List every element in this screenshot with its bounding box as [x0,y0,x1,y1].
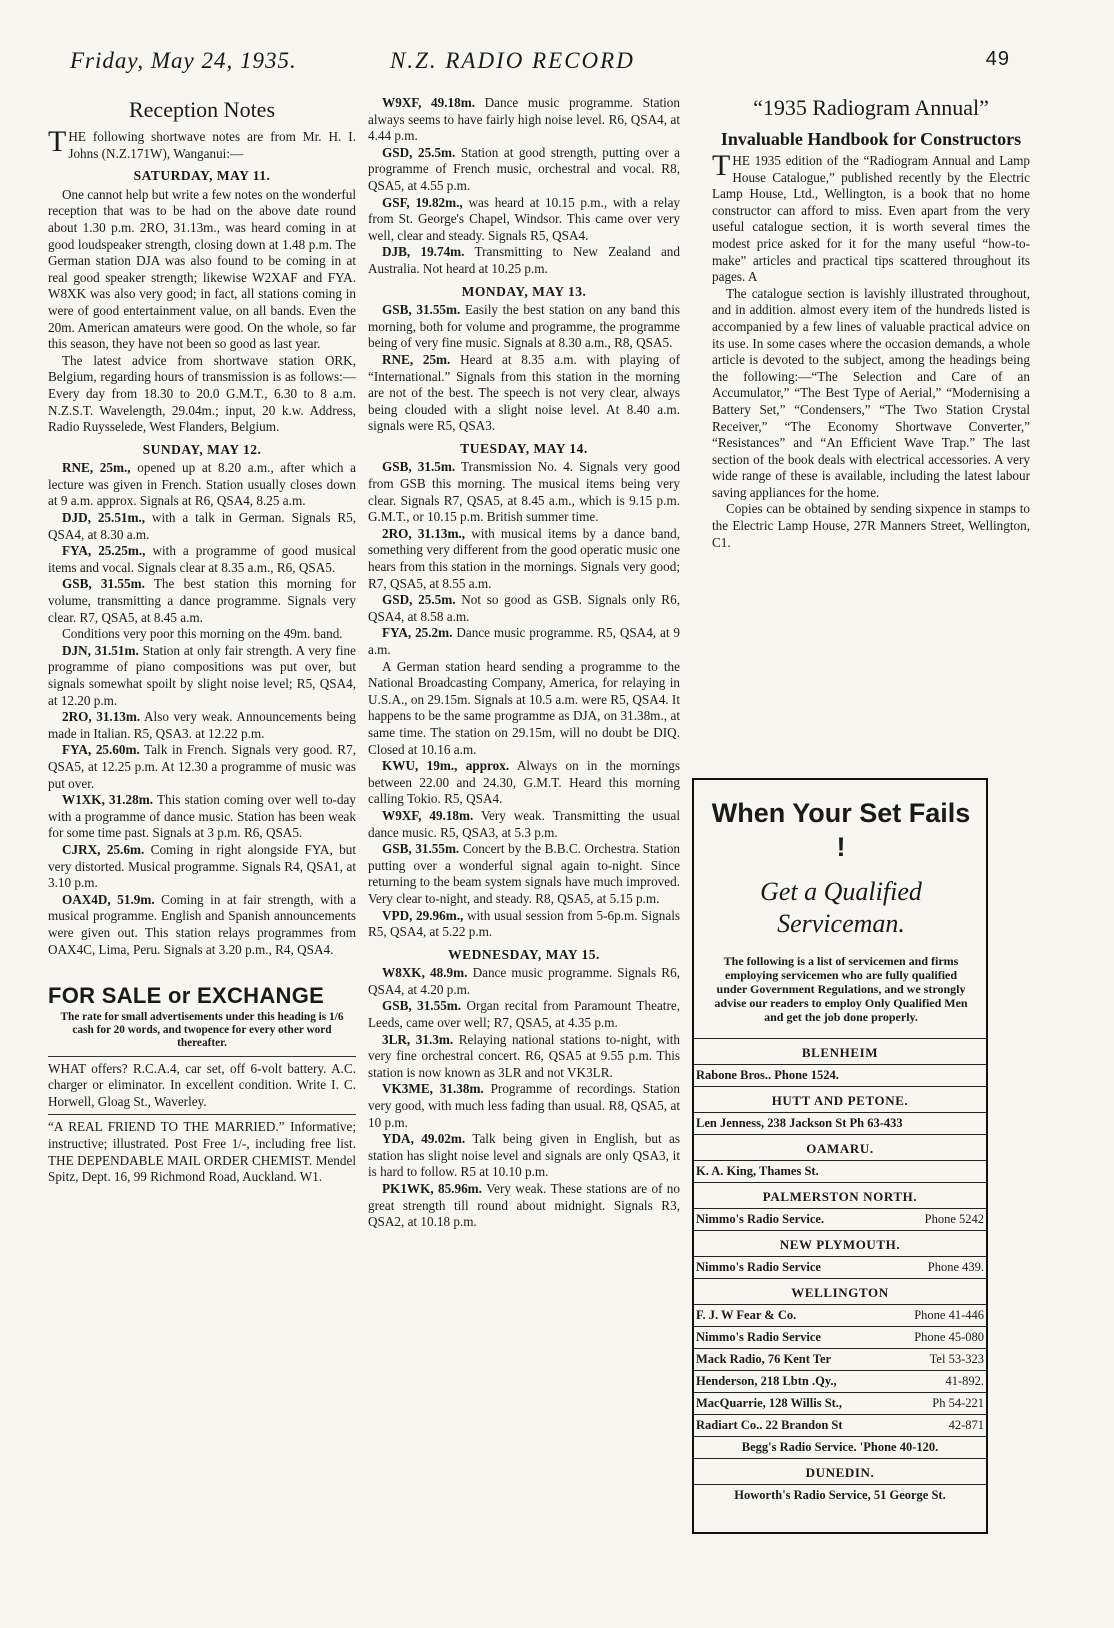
entry-text: Heard at 8.35 a.m. with playing of “International.” Signals from this station in the morning are not of the best. The speech is not very clear, always being clouded with a slight noise level. At 8.40 a.m. signals were R5, QSA3. [368,351,680,434]
paragraph: The catalogue section is lavishly illustrated throughout, and in addition. almost every item of the hundreds listed is accompanied by a few lines of valuable practical advice on its use. In some cases where the occasion demands, a whole article is devoted to the subject, among the headings being the following:—“The Selection and Care of an Accumulator,” “The Best Type of Aerial,” “Modernising a Battery Set,” “Condensers,” “The Two Station Crystal Receiver,” “The Economy Shortwave Converter,” “Resistances” and “An Efficient Wave Trap.” The last section of the book deals with electrical accessories. A very wide range of these is available, including the latest labour saving appliances for the home. [712,285,1030,500]
entry-text: Organ recital from Paramount Theatre, Leeds, came over well; R7, QSA5, at 4.35 p.m. [368,998,680,1031]
station-id: GSB, 31.55m. [382,998,462,1014]
entry-text: Talk in French. Signals very good. R7, QSA5, at 12.25 p.m. At 12.30 a programme of music was put over. [48,742,356,791]
entry-name: Rabone Bros.. Phone 1524. [696,1068,839,1082]
entry-name: Radiart Co.. 22 Brandon St [696,1418,843,1432]
station-id: GSD, 25.5m. [382,144,456,160]
serviceman-entry [694,1112,986,1134]
reception-intro: THE following shortwave notes are from Mr. H. I. Johns (N.Z.171W), Wanganui:— [48,125,356,161]
station-id: YDA, 49.02m. [382,1131,466,1147]
for-sale-rate-note: The rate for small advertisements under this heading is 1/6 cash for 20 words, and twopence for every other word thereafter. [60,1010,344,1049]
station-entry [368,1081,680,1131]
town-heading: DUNEDIN. [694,1458,986,1484]
entry-text: with a programme of good musical items and vocal. Signals clear at 8.35 a.m., R6, QSA5. [48,543,356,575]
station-id: 3LR, 31.3m. [382,1031,454,1047]
advert-title: When Your Set Fails ! [711,798,971,862]
entry-text: The best station this morning for volume, transmitting a dance programme. Signals very clear. R7, QSA5, at 8.45 a.m. [48,576,357,625]
entry-text: Dance music programme. Station always seems to have fairly high noise level. R6, QSA4, at 4.44 p.m. [368,95,680,144]
serviceman-entry [694,1392,986,1414]
station-id: FYA, 25.2m. [382,625,453,641]
advert-subtitle: Get a Qualified Serviceman. [760,877,922,938]
entry-phone: Phone 45-080 [914,1330,984,1344]
paragraph: A German station heard sending a programme to the National Broadcasting Company, America, for relaying in U.S.A., on 29.15m. Signals at 10.5 a.m. were R5, QSA4. It happens to be the same programme as DJA, on 31.38m., at same time. The station on 29.15m, will no doubt be DIQ. Closed at 10.16 a.m. [368,658,680,757]
entry-text: with a talk in German. Signals R5, QSA4, at 8.30 a.m. [48,510,357,542]
entry-name: Begg's Radio Service. 'Phone 40-120. [741,1440,939,1454]
station-entry [368,526,680,592]
station-entry [48,792,356,842]
column-2 [368,95,680,1231]
town-heading: BLENHEIM [694,1038,986,1064]
entry-phone: Phone 5242 [924,1212,984,1226]
entry-name: F. J. W Fear & Co. [696,1308,797,1322]
station-entry [368,459,680,525]
station-entry [368,1131,680,1181]
entry-text: Very weak. Transmitting the usual dance music. R5, QSA3, at 5.3 p.m. [368,807,680,840]
entry-text: Talk being given in English, but as station has slight noise level and signals are only QSA3, it is hard to follow. R5 at 10.10 p.m. [368,1131,680,1180]
serviceman-entry [694,1348,986,1370]
station-id: VK3ME, 31.38m. [382,1081,484,1097]
station-entry [368,841,680,907]
station-id: W9XF, 49.18m. [382,807,474,823]
station-id: W8XK, 48.9m. [382,965,468,981]
entry-name: MacQuarrie, 128 Willis St., [696,1396,843,1410]
advert-text: The following is a list of servicemen and firms employing servicemen who are fully qualified under Government Regulations, and we strongly advise our readers to employ Only Qualified Men and get the job done properly. [714,954,968,1024]
station-id: W9XF, 49.18m. [382,95,475,110]
station-entry [48,510,356,543]
issue-date: Friday, May 24, 1935. [70,48,297,73]
for-sale-title: FOR SALE or EXCHANGE [48,983,325,1009]
entry-text: Very weak. These stations are of no great strength till round about midnight. Signals R3, QSA2, at 10.18 p.m. [368,1181,680,1230]
entry-text: Transmitting to New Zealand and Australia. Not heard at 10.25 p.m. [368,244,680,276]
entry-name: K. A. King, Thames St. [696,1164,819,1178]
divider [48,1056,356,1057]
station-entry [48,460,356,510]
entry-text: opened up at 8.20 a.m., after which a lecture was given in French. Station usually closes down at 9 a.m. approx. Signals at R6, QSA4, 8.25 a.m. [48,460,356,509]
entry-phone: Phone 41-446 [914,1308,984,1322]
entry-name: Mack Radio, 76 Kent Ter [696,1352,832,1366]
serviceman-entry [694,1326,986,1348]
entry-text: Dance music programme. Signals R6, QSA4, at 4.20 p.m. [368,965,680,997]
station-entry [368,998,680,1031]
classified-ad: “A REAL FRIEND TO THE MARRIED.” Informative; instructive; illustrated. Post Free 1/-, including free list. THE DEPENDABLE MAIL ORDER CHEMIST. Mendel Spitz, Dept. 16, 99 Richmond Road, Auckland. W1. [48,1119,356,1185]
station-id: GSF, 19.82m., [382,194,463,210]
serviceman-advert [692,778,988,1534]
entry-text: This station coming over well to-day with a programme of dance music. Station has been weak for some time past. Signals at 3 p.m. R6, QSA5. [48,792,356,841]
station-id: DJN, 31.51m. [62,642,139,658]
entry-text: Coming in at fair strength, with a musical programme. English and Spanish announcements were given out. This station relays programmes from OAX4C, Lima, Peru. Signals at 3.20 p.m., R4, QSA4. [48,891,356,957]
town-heading: NEW PLYMOUTH. [694,1230,986,1256]
column-1 [48,95,356,1190]
classified-ad: WHAT offers? R.C.A.4, car set, off 6-volt battery. A.C. charger or eliminator. In excellent condition. Write I. C. Horwell, Gloag St., Waverley. [48,1060,356,1109]
wednesday-heading: WEDNESDAY, MAY 15. [448,946,600,962]
station-entry [368,808,680,841]
station-id: DJD, 25.51m., [62,510,146,526]
station-entry [368,244,680,277]
entry-text: Coming in right alongside FYA, but very distorted. Musical programme. Signals R4, QSA1, at 3.10 p.m. [48,841,357,891]
station-entry [48,742,356,792]
station-id: GSB, 31.55m. [62,576,145,592]
station-entry [48,892,356,958]
serviceman-entry [694,1484,986,1506]
entry-text: Station at only fair strength. A very fine programme of piano compositions was put over, but signals somewhat spoilt by slight noise level; R5, QSA4, at 12.20 p.m. [48,642,356,708]
paragraph: One cannot help but write a few notes on the wonderful reception that was to be had on the above date round about 1.30 p.m. 2RO, 31.13m., was heard coming in at good loudspeaker strength, closing down at 1.48 p.m. The German station DJA was also found to be coming in at real good speaker strength; likewise W2XAF and FYA. W8XK was also very good; in fact, all stations coming in were of good entertainment value, on all bands. Even the 20m. American amateurs were good. On the whole, so far this season, they have not been so good as last year. [48,186,356,352]
entry-text: Not so good as GSB. Signals only R6, QSA4, at 8.58 a.m. [368,592,680,624]
station-entry [48,842,356,892]
radiogram-subtitle: Invaluable Handbook for Constructors [720,129,1022,149]
publication-title: N.Z. RADIO RECORD [390,48,635,73]
station-id: RNE, 25m. [382,351,451,367]
paragraph: The latest advice from shortwave station ORK, Belgium, regarding hours of transmission is as follows:—Every day from 18.30 to 20.0 G.M.T., 6.30 to 8 a.m. N.Z.S.T. Wavelength, 29.04m.; input, 20 k.w. Address, Radio Ruysselede, West Flanders, Belgium. [48,352,356,435]
entry-phone: 42-871 [948,1418,984,1432]
station-id: GSB, 31.5m. [382,459,456,475]
station-entry [368,195,680,245]
entry-text: Concert by the B.B.C. Orchestra. Station putting over a wonderful signal again to-night. Since returning to the beam system signals have much improved. Very clear to-night, and steady. R8, QSA5, at 5.15 p.m. [368,841,681,906]
station-entry [368,1181,680,1231]
station-id: KWU, 19m., approx. [382,758,510,774]
entry-text: Always on in the mornings between 22.00 and 24.30, G.M.T. Heard this morning calling Tokio. R5, QSA4. [368,758,680,807]
saturday-heading: SATURDAY, MAY 11. [133,168,271,184]
station-entry [368,908,680,941]
entry-text: Relaying national stations to-night, with very fine orchestral concert. R6, QSA5 at 9.55 p.m. This station is now known as 3LR and not VK3LR. [368,1031,681,1080]
station-id: VPD, 29.96m., [382,907,464,923]
station-id: 2RO, 31.13m., [382,525,466,541]
serviceman-entry [694,1064,986,1086]
page-number: 49 [985,48,1010,70]
paragraph: THE 1935 edition of the “Radiogram Annual and Lamp House Catalogue,” published recently by the Electric Lamp House, Ltd., Wellington, is a book that no home constructor can afford to miss. Even apart from the very useful catalogue section, it is worth several times the modest price asked for it for the many useful “how-to-make” articles and practical tips scattered throughout its pages. A [712,149,1030,285]
serviceman-entry [694,1414,986,1436]
station-entry [368,352,680,435]
monday-heading: MONDAY, MAY 13. [461,283,587,299]
entry-name: Nimmo's Radio Service. [696,1212,825,1226]
entry-text: Easily the best station on any band this morning, both for volume and programme, the programme being of very fine music. Signals at 8.30 a.m., R8, QSA5. [368,302,681,351]
entry-phone: 41-892. [945,1374,984,1388]
divider [48,1114,356,1115]
station-id: 2RO, 31.13m. [62,709,141,725]
station-entry [48,576,356,626]
entry-phone: Tel 53-323 [929,1352,984,1366]
station-entry [368,95,680,145]
serviceman-entry [694,1304,986,1326]
entry-text: was heard at 10.15 p.m., with a relay from St. George's Chapel, Windsor. This came over very well, clear and steady. Signals R5, QSA4. [368,194,681,243]
serviceman-entry [694,1160,986,1182]
station-id: CJRX, 25.6m. [62,841,145,857]
entry-text: Station at good strength, putting over a programme of French music, orchestral and vocal. R8, QSA5, at 4.55 p.m. [368,144,681,193]
station-entry [48,543,356,576]
station-id: PK1WK, 85.96m. [382,1181,482,1196]
entry-text: Also very weak. Announcements being made in Italian. R5, QSA3. at 12.22 p.m. [48,709,356,741]
reception-notes-title: Reception Notes [128,97,276,122]
page-header [70,48,1010,80]
paragraph: Conditions very poor this morning on the 49m. band. [62,626,343,642]
station-entry [368,625,680,658]
station-id: W1XK, 31.28m. [62,792,154,808]
station-id: RNE, 25m., [62,460,131,476]
station-entry [48,709,356,742]
station-id: FYA, 25.25m., [62,543,146,559]
entry-name: Nimmo's Radio Service [696,1330,821,1344]
station-entry [368,758,680,808]
tuesday-heading: TUESDAY, MAY 14. [460,440,588,456]
entry-name: Len Jenness, 238 Jackson St Ph 63-433 [696,1116,903,1130]
station-entry [368,1032,680,1082]
station-entry [368,145,680,195]
town-heading: PALMERSTON NORTH. [694,1182,986,1208]
entry-name: Howorth's Radio Service, 51 George St. [734,1488,946,1502]
entry-text: with musical items by a dance band, something very different from the good operatic music one hears from this station in the mornings. Signals very good; R7, QSA5, at 8.55 a.m. [368,525,680,591]
station-entry [368,965,680,998]
column-3 [712,95,1030,551]
entry-phone: Phone 439. [927,1260,984,1274]
station-id: OAX4D, 51.9m. [62,891,155,907]
sunday-heading: SUNDAY, MAY 12. [142,441,262,457]
entry-name: Nimmo's Radio Service [696,1260,821,1274]
station-entry [48,643,356,709]
entry-text: Dance music programme. R5, QSA4, at 9 a.m. [368,625,680,657]
station-id: GSD, 25.5m. [382,592,456,608]
serviceman-entry [694,1436,986,1458]
entry-text: Programme of recordings. Station very good, with much less fading than usual. R8, QSA5, at 10 p.m. [368,1081,680,1130]
station-id: DJB, 19.74m. [382,244,465,260]
station-entry [368,302,680,352]
town-heading: OAMARU. [694,1134,986,1160]
entry-text: Transmission No. 4. Signals very good from GSB this morning. The musical items being very clear. Signals R7, QSA5, at 8.45 a.m., which is 9.15 p.m. G.M.T., or 10.15 p.m. British summer time. [368,459,681,525]
station-entry [368,592,680,625]
town-heading: WELLINGTON [694,1278,986,1304]
serviceman-entry [694,1256,986,1278]
radiogram-title: “1935 Radiogram Annual” [753,95,989,120]
station-id: FYA, 25.60m. [62,742,140,758]
paragraph: Copies can be obtained by sending sixpence in stamps to the Electric Lamp House, 27R Manners Street, Wellington, C1. [712,501,1030,550]
town-heading: HUTT AND PETONE. [694,1086,986,1112]
entry-name: Henderson, 218 Lbtn .Qy., [696,1374,837,1388]
entry-phone: Ph 54-221 [932,1396,984,1410]
advert-header [694,780,986,1024]
station-id: GSB, 31.55m. [382,302,461,318]
serviceman-entry [694,1370,986,1392]
serviceman-entry [694,1208,986,1230]
station-id: GSB, 31.55m. [382,841,460,857]
entry-text: with usual session from 5-6p.m. Signals R5, QSA4, at 5.22 p.m. [368,907,680,940]
